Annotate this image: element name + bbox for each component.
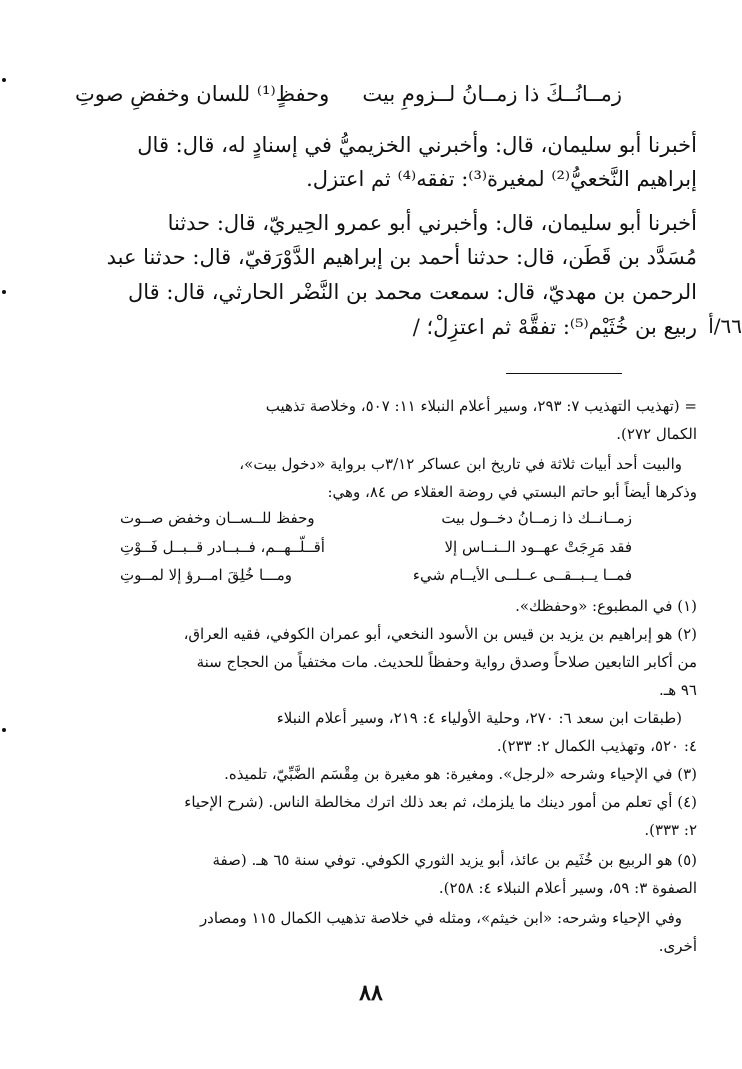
footnote-verse-left: ومـــا خُلِقَ امــرؤ إلا لمــوتِ — [120, 566, 292, 584]
footnote-verse-right: زمــانــك ذا زمــانُ دخــول بيت — [441, 509, 632, 527]
footnote-line: (٢) هو إبراهيم بن يزيد بن قيس بن الأسود النخعي، أبو عمران الكوفي، فقيه العراق، — [183, 625, 697, 643]
footnote-verse-left: أقــلّــهــم، فــبــادر قــبــل فَــوْتِ — [120, 538, 325, 556]
footnote-line: (طبقات ابن سعد ٦: ٢٧٠، وحلية الأولياء ٤: ٢١٩، وسير أعلام النبلاء — [276, 709, 682, 727]
footnote-verse-right: فقد مَرِجَتْ عهــود الــنــاس إلا — [444, 538, 632, 556]
footnote-line: وفي الإحياء وشرحه: «ابن خيثم»، ومثله في خلاصة تذهيب الكمال ١١٥ ومصادر — [199, 909, 682, 927]
body-line: إبراهيم النَّخعيُّ⁽²⁾ لمغيرة⁽³⁾: تفقه⁽⁴⁾ ثم اعتزل. — [306, 167, 697, 191]
footnote-verse-right: فمــا يــبــقــى عــلــى الأيــام شيء — [412, 566, 632, 584]
scan-mark — [2, 728, 6, 732]
manuscript-folio-ref: ٦٦/أ — [708, 314, 742, 338]
verse-right-hemistich: زمــانُــكَ ذا زمــانُ لــزومِ بيت — [362, 82, 622, 106]
verse-left-hemistich: وحفظٍ⁽¹⁾ للسان وخفضِ صوتِ — [75, 82, 330, 106]
footnote-line: (٥) هو الربيع بن خُثَيم بن عائذ، أبو يزيد الثوري الكوفي. توفي سنة ٦٥ هـ. (صفة — [212, 851, 697, 869]
footnote-line: (٤) أي تعلم من أمور دينك ما يلزمك، ثم بعد ذلك اترك مخالطة الناس. (شرح الإحياء — [184, 793, 697, 811]
footnote-line: الصفوة ٣: ٥٩، وسير أعلام النبلاء ٤: ٢٥٨). — [438, 879, 697, 897]
footnote-verse-left: وحفظ للــســان وخفض صــوت — [120, 509, 315, 527]
footnote-line: والبيت أحد أبيات ثلاثة في تاريخ ابن عساكر ٣/١٢ب برواية «دخول بيت»، — [239, 455, 682, 473]
footnote-line: ٢: ٣٣٣). — [644, 821, 697, 839]
body-line: الرحمن بن مهديّ، قال: سمعت محمد بن النَّضْر الحارثي، قال: قال — [127, 280, 697, 304]
body-line: مُسَدَّد بن قَطَن، قال: حدثنا أحمد بن إبراهيم الدَّوْرَقيّ، قال: حدثنا عبد — [106, 245, 697, 269]
page-number: ٨٨ — [359, 980, 383, 1006]
footnote-line: (١) في المطبوع: «وحفظك». — [515, 597, 697, 615]
footnote-line: (٣) في الإحياء وشرحه «لرجل». ومغيرة: هو مغيرة بن مِقْسَم الضَّبِّيّ، تلميذه. — [224, 765, 697, 783]
footnote-line: أخرى. — [658, 937, 697, 955]
scan-mark — [2, 290, 6, 294]
footnote-line: = (تهذيب التهذيب ٧: ٢٩٣، وسير أعلام النبلاء ١١: ٥٠٧، وخلاصة تذهيب — [265, 397, 697, 415]
footnote-line: من أكابر التابعين صلاحاً وصدق رواية وحفظاً للحديث. مات مختفياً من الحجاج سنة — [196, 653, 697, 671]
scan-mark — [2, 78, 6, 82]
footnote-line: الكمال ٢٧٢). — [616, 425, 697, 443]
body-line: ربيع بن خُثَيْم⁽⁵⁾: تفقَّهْ ثم اعتزِلْ؛ / — [412, 315, 697, 339]
footnote-divider — [506, 373, 622, 374]
footnote-line: ٤: ٥٢٠، وتهذيب الكمال ٢: ٢٣٣). — [496, 737, 697, 755]
body-line: أخبرنا أبو سليمان، قال: وأخبرني أبو عمرو الحِيريّ، قال: حدثنا — [167, 211, 697, 235]
footnote-line: ٩٦ هـ. — [659, 681, 697, 699]
body-line: أخبرنا أبو سليمان، قال: وأخبرني الخزيميُّ في إسنادٍ له، قال: قال — [137, 133, 697, 157]
footnote-line: وذكرها أيضاً أبو حاتم البستي في روضة العقلاء ص ٨٤، وهي: — [327, 483, 697, 501]
